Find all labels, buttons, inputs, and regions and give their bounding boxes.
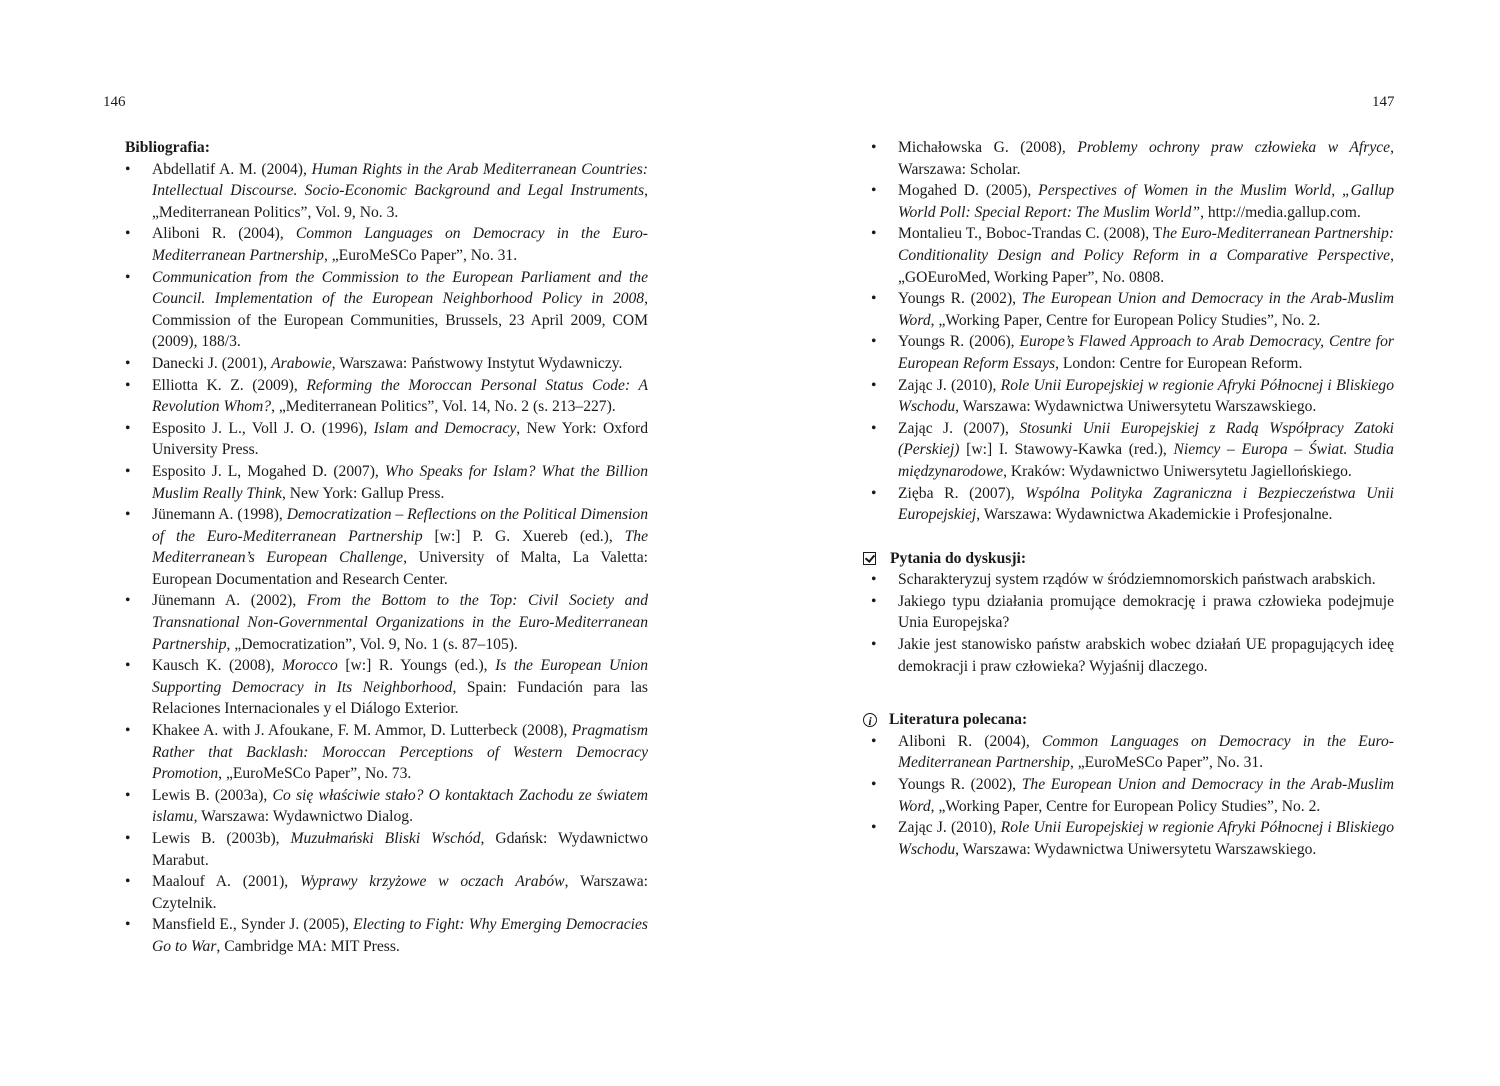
reference-text: , Spain: Fundación para las Relaciones Internacionales y el Diálogo Exterior. [152, 678, 648, 718]
reference-text: Elliotta K. Z. (2009), [152, 376, 307, 394]
bibliography-column [125, 137, 648, 958]
reference-item [125, 785, 648, 828]
reference-text: , Commission of the European Communities, Brussels, 23 April 2009, COM (2009), 188/3. [152, 290, 648, 351]
reference-text: , University of Malta, La Valetta: European Documentation and Research Center. [152, 549, 649, 588]
recommended-heading-row [863, 709, 1394, 731]
reference-item [125, 375, 648, 418]
reference-text: , Kraków: Wydawnictwo Uniwersytetu Jagiellońskiego. [1003, 462, 1352, 480]
reference-text: , „EuroMeSCo Paper”, No. 31. [1069, 754, 1264, 772]
reference-text: Esposito J. L, Mogahed D. (2007), [152, 462, 385, 480]
reference-text: , London: Centre for European Reform. [1055, 354, 1303, 372]
reference-text: Montalieu T., Boboc-Trandas C. (2008), T [898, 225, 1163, 243]
reference-title: Islam and Democracy [373, 419, 517, 437]
reference-title: Morocco [282, 657, 338, 675]
recommended-list [871, 731, 1394, 861]
reference-item [125, 828, 648, 871]
reference-title: From the Bottom to the Top: Civil Society and Transnational Non-Governmental Organizations in the Euro-Mediterranean Partnership [152, 592, 649, 653]
reference-title: Europe’s Flawed Approach to Arab Democracy, Centre for European Reform Essays [898, 333, 1394, 372]
reference-item [871, 331, 1394, 374]
reference-text: , Warszawa: Scholar. [898, 139, 1395, 178]
reference-text: Maalouf A. (2001), [152, 873, 300, 891]
reference-item [871, 483, 1394, 526]
reference-item [125, 590, 648, 655]
reference-item [125, 159, 648, 224]
reference-item [125, 720, 648, 785]
reference-text: , „Mediterranean Politics”, Vol. 9, No. 3. [152, 182, 648, 221]
reference-item [871, 137, 1394, 180]
reference-text: , „Working Paper, Centre for European Policy Studies”, No. 2. [930, 797, 1321, 815]
recommended-heading: Literatura polecana: [889, 711, 1028, 729]
discussion-heading-row [863, 548, 1394, 570]
reference-title: Communication from the Commission to the European Parliament and the Council. Implementation of the European Neighborhood Policy in 2008 [152, 268, 648, 308]
discussion-questions [871, 548, 1394, 678]
reference-text: Zając J. (2010), [898, 376, 1001, 394]
reference-title: Role Unii Europejskiej w regionie Afryki Północnej i Bliskiego Wschodu [898, 819, 1394, 858]
reference-item [871, 731, 1394, 774]
reference-text: Lewis B. (2003a), [152, 786, 273, 804]
reference-item [871, 817, 1394, 860]
reference-title: The European Union and Democracy in the Arab-Muslim Word [898, 290, 1394, 329]
reference-text: Lewis B. (2003b), [152, 830, 291, 847]
reference-item [125, 353, 648, 375]
reference-title: The European Union and Democracy in the Arab-Muslim Word [898, 776, 1394, 815]
reference-text: [w:] I. Stawowy-Kawka (red.), [959, 441, 1174, 459]
recommended-literature [871, 709, 1394, 860]
reference-text: , „EuroMeSCo Paper”, No. 31. [323, 246, 518, 264]
reference-text: , „EuroMeSCo Paper”, No. 73. [218, 765, 412, 783]
reference-title: Perspectives of Women in the Muslim World, „Gallup World Poll: Special Report: The Muslim World” [898, 182, 1394, 221]
reference-text: , http://media.gallup.com. [1200, 203, 1361, 221]
reference-text: Jünemann A. (2002), [152, 592, 307, 610]
reference-title: Electing to Fight: Why Emerging Democracies Go to War [152, 916, 648, 955]
reference-title: Wspólna Polityka Zagraniczna i Bezpieczeństwa Unii Europejskiej [898, 484, 1394, 524]
page-number: 146 [103, 94, 126, 110]
reference-title: Pragmatism Rather that Backlash: Moroccan Perceptions of Western Democracy Promotion [152, 722, 648, 783]
reference-text: Khakee A. with J. Afoukane, F. M. Ammor, D. Lutterbeck (2008), [152, 722, 572, 740]
reference-title: Common Languages on Democracy in the Euro-Mediterranean Partnership [898, 732, 1395, 772]
reference-text: Zając J. (2007), [898, 419, 1020, 437]
reference-item [125, 655, 648, 720]
reference-item [871, 288, 1394, 331]
reference-item [871, 375, 1394, 418]
reference-title: Arabowie [271, 354, 332, 372]
reference-text: Esposito J. L., Voll J. O. (1996), [152, 419, 374, 437]
reference-text: Danecki J. (2001), [152, 354, 272, 372]
reference-item [871, 418, 1394, 483]
reference-text: Jünemann A. (1998), [152, 506, 287, 524]
reference-title: The Mediterranean’s European Challenge [152, 527, 648, 567]
reference-text: Aliboni R. (2004), [898, 732, 1042, 750]
right-page [750, 0, 1500, 1086]
info-icon [863, 713, 877, 727]
reference-title: Who Speaks for Islam? What the Billion Muslim Really Think [152, 462, 648, 502]
reference-title: Democratization – Reflections on the Political Dimension of the Euro-Mediterranean Partnership [152, 506, 648, 545]
reference-item [125, 504, 648, 590]
reference-title: Niemcy – Europa – Świat. Studia międzynarodowe [898, 441, 1394, 480]
reference-title: Co się właściwie stało? O kontaktach Zachodu ze światem islamu [152, 786, 649, 826]
reference-text: Michałowska G. (2008), [898, 139, 1078, 156]
reference-title: Problemy ochrony praw człowieka w Afryce [1077, 139, 1391, 156]
reference-text: , Warszawa: Wydawnictwa Uniwersytetu Warszawskiego. [955, 398, 1317, 416]
question-item: • Jakie jest stanowisko państw arabskich wobec działań UE propagujących ideę demokracji i praw człowieka? Wyjaśnij dlaczego. [871, 634, 1394, 677]
question-item: • Scharakteryzuj system rządów w śródziemnomorskich państwach arabskich. [871, 569, 1394, 591]
reference-title: he Euro-Mediterranean Partnership: Conditionality Design and Policy Reform in a Comparative Perspective [898, 225, 1394, 264]
reference-item [125, 418, 648, 461]
reference-title: Human Rights in the Arab Mediterranean Countries: Intellectual Discourse. Socio-Economic Background and Legal Instruments [152, 160, 648, 200]
reference-title: Muzułmański Bliski Wschód [290, 830, 481, 847]
reference-title: Stosunki Unii Europejskiej z Radą Współpracy Zatoki (Perskiej) [898, 419, 1394, 459]
reference-title: Wyprawy krzyżowe w oczach Arabów [299, 873, 565, 891]
reference-item [871, 223, 1394, 288]
reference-text: , Warszawa: Wydawnictwa Akademickie i Profesjonalne. [976, 506, 1333, 524]
reference-item [871, 180, 1394, 223]
page-number: 147 [1372, 94, 1395, 110]
reference-text: , Cambridge MA: MIT Press. [216, 937, 400, 955]
reference-text: , New York: Gallup Press. [281, 484, 445, 502]
reference-title: Common Languages on Democracy in the Euro-Mediterranean Partnership [152, 225, 649, 264]
reference-text: Aliboni R. (2004), [152, 225, 296, 243]
reference-item [125, 461, 648, 504]
reference-text: Zięba R. (2007), [898, 484, 1026, 502]
right-column [871, 137, 1394, 860]
reference-text: , Warszawa: Wydawnictwo Dialog. [193, 808, 413, 826]
reference-text: Abdellatif A. M. (2004), [152, 160, 312, 178]
reference-text: Zając J. (2010), [898, 819, 1001, 837]
reference-text: , Warszawa: Państwowy Instytut Wydawniczy. [331, 354, 623, 372]
reference-text: Youngs R. (2002), [898, 290, 1022, 308]
reference-text: , Gdańsk: Wydawnictwo Marabut. [152, 830, 648, 869]
reference-text: Youngs R. (2002), [898, 776, 1022, 794]
bibliography-heading: Bibliografia: [125, 139, 210, 156]
reference-text: , „Democratization”, Vol. 9, No. 1 (s. 87–105). [226, 635, 518, 653]
question-item: • Jakiego typu działania promujące demokrację i prawa człowieka podejmuje Unia Europejska? [871, 591, 1394, 634]
reference-text: [w:] P. G. Xuereb (ed.), [422, 527, 625, 545]
reference-title: Reforming the Moroccan Personal Status Code: A Revolution Whom? [152, 376, 648, 416]
reference-text: Mogahed D. (2005), [898, 182, 1039, 200]
bibliography-list [125, 159, 648, 958]
reference-text: , Warszawa: Czytelnik. [152, 873, 649, 912]
questions-list [871, 569, 1394, 677]
reference-text: Kausch K. (2008), [152, 657, 283, 675]
reference-text: [w:] R. Youngs (ed.), [337, 657, 496, 675]
checkbox-icon [863, 552, 876, 565]
reference-text: , „Mediterranean Politics”, Vol. 14, No. 2 (s. 213–227). [271, 398, 616, 416]
bibliography-list-continued [871, 137, 1394, 526]
reference-text: , New York: Oxford University Press. [152, 419, 648, 459]
reference-item [125, 871, 648, 914]
reference-text: , „GOEuroMed, Working Paper”, No. 0808. [898, 246, 1394, 286]
reference-title: Is the European Union Supporting Democracy in Its Neighborhood [152, 657, 648, 696]
reference-item [125, 223, 648, 266]
reference-text: , „Working Paper, Centre for European Policy Studies”, No. 2. [930, 311, 1321, 329]
reference-title: Role Unii Europejskiej w regionie Afryki Północnej i Bliskiego Wschodu [898, 376, 1394, 416]
reference-text: , Warszawa: Wydawnictwa Uniwersytetu Warszawskiego. [955, 840, 1317, 858]
discussion-heading: Pytania do dyskusji: [890, 549, 1027, 567]
reference-text: Mansfield E., Synder J. (2005), [152, 916, 354, 934]
reference-text: Youngs R. (2006), [898, 333, 1020, 351]
reference-item [871, 774, 1394, 817]
reference-item [125, 914, 648, 957]
reference-item [125, 267, 648, 353]
